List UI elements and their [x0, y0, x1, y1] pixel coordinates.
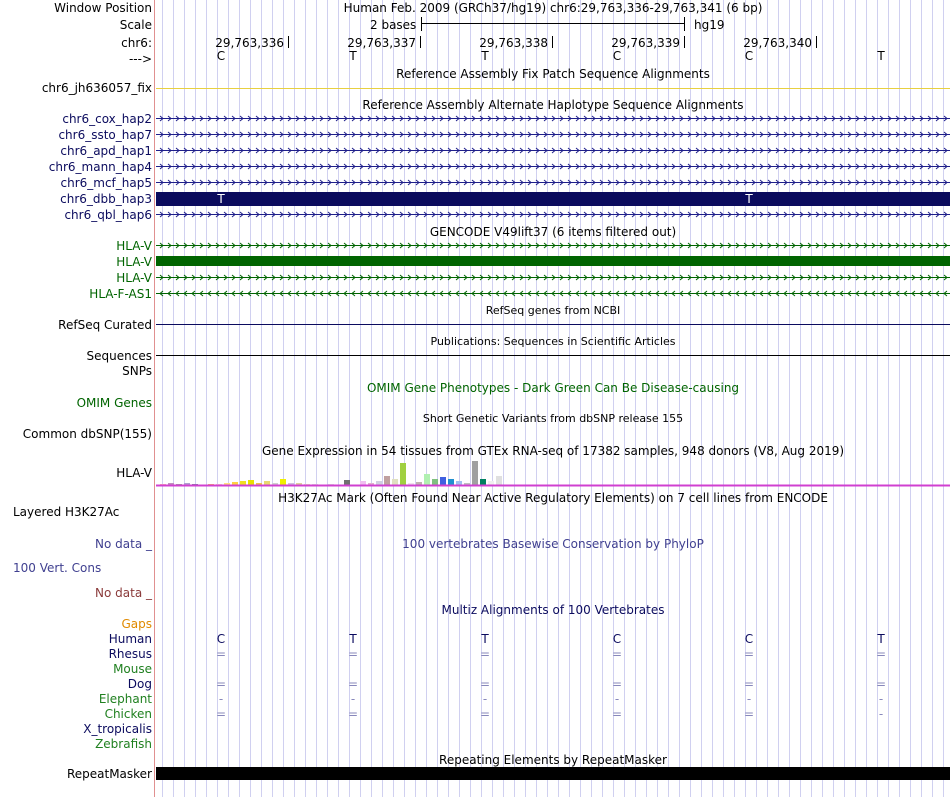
alignment-match-mark: - — [746, 692, 752, 706]
phylop-title[interactable]: 100 vertebrates Basewise Conservation by PhyloP — [402, 537, 704, 551]
alignment-match-mark: = — [743, 707, 755, 721]
gencode-title[interactable]: GENCODE V49lift37 (6 items filtered out) — [429, 225, 677, 239]
species-label[interactable]: Human — [108, 632, 152, 646]
alignment-base: C — [612, 632, 622, 646]
gtex-tissue-bar[interactable] — [240, 481, 246, 485]
alt-hap-label[interactable]: chr6_ssto_hap7 — [58, 128, 152, 142]
alignment-match-mark: = — [215, 677, 227, 691]
omim-title[interactable]: OMIM Gene Phenotypes - Dark Green Can Be Disease-causing — [366, 381, 740, 395]
phylop-nodata-2: No data _ — [95, 586, 152, 600]
alt-hap-label[interactable]: chr6_mann_hap4 — [48, 160, 152, 174]
h3k27ac-title[interactable]: H3K27Ac Mark (Often Found Near Active Regulatory Elements) on 7 cell lines from ENCODE — [278, 491, 828, 505]
gtex-tissue-bar[interactable] — [248, 480, 254, 485]
species-label[interactable]: Rhesus — [108, 647, 152, 661]
gtex-tissue-bar[interactable] — [432, 479, 438, 485]
position-label: 29,763,339 — [611, 36, 680, 50]
alt-hap-label[interactable]: chr6_mcf_hap5 — [60, 176, 152, 190]
alignment-match-mark: = — [611, 647, 623, 661]
alignment-match-mark: = — [347, 707, 359, 721]
scale-label: Scale — [119, 18, 152, 32]
phylop-label[interactable]: 100 Vert. Cons — [13, 561, 102, 575]
species-label[interactable]: Chicken — [104, 707, 152, 721]
gencode-label[interactable]: HLA-V — [116, 271, 152, 285]
gencode-label[interactable]: HLA-V — [116, 239, 152, 253]
species-label[interactable]: Dog — [127, 677, 152, 691]
fix-patch-label[interactable]: chr6_jh636057_fix — [41, 81, 152, 95]
chrom-label: chr6: — [121, 36, 152, 50]
gtex-tissue-bar[interactable] — [488, 481, 494, 485]
alignment-base: T — [481, 632, 489, 646]
alignment-match-mark: = — [215, 707, 227, 721]
gtex-tissue-bar[interactable] — [480, 479, 486, 485]
alignment-match-mark: = — [479, 677, 491, 691]
gtex-tissue-bar[interactable] — [264, 481, 270, 485]
alt-hap-label[interactable]: chr6_cox_hap2 — [62, 112, 152, 126]
multiz-title[interactable]: Multiz Alignments of 100 Vertebrates — [441, 603, 665, 617]
position-label: 29,763,340 — [743, 36, 812, 50]
alignment-match-mark: = — [215, 647, 227, 661]
alignment-match-mark: - — [482, 692, 488, 706]
alt-hap-label[interactable]: chr6_qbl_hap6 — [64, 208, 152, 222]
base-letter: C — [216, 49, 226, 63]
base-letter: T — [481, 49, 489, 63]
gtex-tissue-bar[interactable] — [360, 481, 366, 485]
publications-title[interactable]: Publications: Sequences in Scientific Articles — [430, 335, 676, 348]
alignment-match-mark: - — [878, 692, 884, 706]
base-letter: T — [349, 49, 357, 63]
alt-hap-block[interactable] — [156, 192, 950, 206]
species-label[interactable]: Elephant — [98, 692, 152, 706]
repeatmasker-title[interactable]: Repeating Elements by RepeatMasker — [439, 753, 667, 767]
position-label: 29,763,336 — [215, 36, 284, 50]
alignment-match-mark: - — [218, 692, 224, 706]
dbsnp-title[interactable]: Short Genetic Variants from dbSNP release 155 — [422, 412, 684, 425]
phylop-nodata-1: No data _ — [95, 537, 152, 551]
publications-label[interactable]: Sequences — [86, 349, 152, 363]
alignment-base: T — [349, 632, 357, 646]
alt-hap-base: T — [217, 192, 225, 206]
gtex-tissue-bar[interactable] — [448, 479, 454, 485]
fix-patch-title[interactable]: Reference Assembly Fix Patch Sequence Alignments — [396, 67, 710, 81]
refseq-label[interactable]: RefSeq Curated — [58, 318, 152, 332]
window-position-label: Window Position — [54, 1, 152, 15]
gaps-label[interactable]: Gaps — [121, 617, 152, 631]
alignment-match-mark: - — [614, 692, 620, 706]
scale-db: hg19 — [694, 18, 725, 32]
gtex-tissue-bar[interactable] — [376, 481, 382, 485]
window-position-value: Human Feb. 2009 (GRCh37/hg19) chr6:29,763,336-29,763,341 (6 bp) — [343, 1, 763, 15]
alt-haps-title[interactable]: Reference Assembly Alternate Haplotype Sequence Alignments — [362, 98, 744, 112]
position-label: 29,763,337 — [347, 36, 416, 50]
alignment-base: T — [877, 632, 885, 646]
base-letter: T — [877, 49, 885, 63]
strand-label: ---> — [128, 52, 152, 66]
gtex-tissue-bar[interactable] — [424, 474, 430, 485]
scale-value: 2 bases — [370, 18, 417, 32]
alt-hap-label[interactable]: chr6_apd_hap1 — [60, 144, 152, 158]
gtex-tissue-bar[interactable] — [456, 481, 462, 485]
alignment-base: C — [216, 632, 226, 646]
alt-hap-label[interactable]: chr6_dbb_hap3 — [60, 192, 152, 206]
alignment-match-mark: = — [875, 677, 887, 691]
alignment-base: C — [744, 632, 754, 646]
dbsnp-label[interactable]: Common dbSNP(155) — [22, 427, 152, 441]
snps-label[interactable]: SNPs — [122, 364, 152, 378]
alt-hap-base: T — [745, 192, 753, 206]
repeatmasker-label[interactable]: RepeatMasker — [66, 767, 152, 781]
repeatmasker-block[interactable] — [156, 767, 950, 780]
alignment-match-mark: = — [347, 647, 359, 661]
alignment-match-mark: = — [743, 647, 755, 661]
gtex-tissue-bar[interactable] — [400, 463, 406, 485]
h3k27ac-label[interactable]: Layered H3K27Ac — [13, 505, 120, 519]
alignment-match-mark: = — [479, 707, 491, 721]
gtex-label[interactable]: HLA-V — [116, 466, 152, 480]
gtex-tissue-bar[interactable] — [472, 461, 478, 485]
alignment-match-mark: = — [875, 647, 887, 661]
alignment-match-mark: = — [479, 647, 491, 661]
omim-label[interactable]: OMIM Genes — [76, 396, 152, 410]
gtex-tissue-bar[interactable] — [384, 476, 390, 485]
alignment-match-mark: = — [347, 677, 359, 691]
alignment-match-mark: - — [350, 692, 356, 706]
alignment-match-mark: = — [611, 677, 623, 691]
gencode-label[interactable]: HLA-F-AS1 — [89, 287, 152, 301]
alignment-match-mark: = — [743, 677, 755, 691]
species-label[interactable]: Zebrafish — [95, 737, 152, 751]
gencode-label[interactable]: HLA-V — [116, 255, 152, 269]
gtex-tissue-bar[interactable] — [280, 479, 286, 485]
position-label: 29,763,338 — [479, 36, 548, 50]
gtex-tissue-bar[interactable] — [496, 476, 502, 485]
gtex-title[interactable]: Gene Expression in 54 tissues from GTEx RNA-seq of 17382 samples, 948 donors (V8, Aug 2019) — [261, 444, 845, 458]
gtex-tissue-bar[interactable] — [392, 479, 398, 485]
base-letter: C — [612, 49, 622, 63]
species-label[interactable]: X_tropicalis — [83, 722, 152, 736]
gtex-tissue-bar[interactable] — [440, 477, 446, 485]
species-label[interactable]: Mouse — [113, 662, 152, 676]
base-letter: C — [744, 49, 754, 63]
gtex-tissue-bar[interactable] — [344, 480, 350, 485]
refseq-title[interactable]: RefSeq genes from NCBI — [485, 304, 621, 317]
gencode-exon-block[interactable] — [156, 256, 950, 266]
alignment-match-mark: = — [611, 707, 623, 721]
alignment-match-mark: - — [878, 707, 884, 721]
